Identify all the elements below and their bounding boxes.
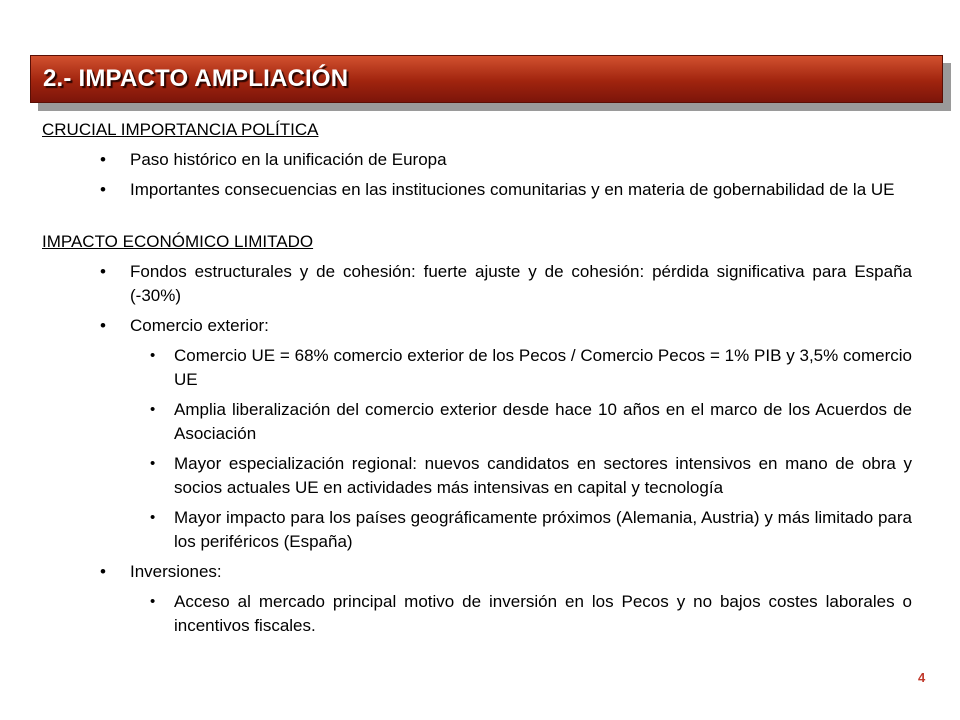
section-spacer (42, 208, 912, 230)
bullet-icon: • (100, 180, 106, 199)
sub-list-item-text: Comercio UE = 68% comercio exterior de los Pecos / Comercio Pecos = 1% PIB y 3,5% comercio UE (174, 346, 912, 389)
bullet-icon: • (150, 455, 156, 472)
list-item-text: Comercio exterior: (130, 316, 269, 335)
list-item-text: Importantes consecuencias en las instituciones comunitarias y en materia de gobernabilidad de la UE (130, 180, 895, 199)
slide-content (42, 118, 912, 644)
list-item (42, 148, 912, 172)
sub-list-item-text: Mayor impacto para los países geográficamente próximos (Alemania, Austria) y más limitado para los periféricos (España) (174, 508, 912, 551)
sub-list-item (42, 506, 912, 554)
sub-list-item-text: Mayor especialización regional: nuevos candidatos en sectores intensivos en mano de obra y socios actuales UE en actividades más intensivas en capital y tecnología (174, 454, 912, 497)
section-heading-political: CRUCIAL IMPORTANCIA POLÍTICA (42, 120, 319, 139)
bullet-icon: • (150, 401, 156, 418)
sub-list-item (42, 344, 912, 392)
bullet-icon: • (100, 316, 106, 335)
list-item (42, 178, 912, 202)
sub-list-item (42, 452, 912, 500)
slide-title: 2.- IMPACTO AMPLIACIÓN (43, 65, 349, 92)
bullet-icon: • (150, 593, 156, 610)
list-item (42, 260, 912, 308)
sub-list-item-text: Amplia liberalización del comercio exterior desde hace 10 años en el marco de los Acuerdos de Asociación (174, 400, 912, 443)
list-item (42, 560, 912, 584)
bullet-icon: • (100, 562, 106, 581)
political-list (42, 148, 912, 202)
list-item (42, 314, 912, 338)
page-number: 4 (918, 670, 926, 685)
sub-list-item (42, 398, 912, 446)
list-item-text: Paso histórico en la unificación de Europa (130, 150, 447, 169)
economic-list (42, 260, 912, 638)
bullet-icon: • (150, 347, 156, 364)
title-box (30, 55, 943, 103)
sub-list-item (42, 590, 912, 638)
sub-list-item-text: Acceso al mercado principal motivo de inversión en los Pecos y no bajos costes laborales o incentivos fiscales. (174, 592, 912, 635)
list-item-text: Fondos estructurales y de cohesión: fuerte ajuste y de cohesión: pérdida significativa para España (-30%) (130, 262, 912, 305)
list-item-text: Inversiones: (130, 562, 222, 581)
bullet-icon: • (100, 262, 106, 281)
slide-title-bar (30, 55, 943, 103)
bullet-icon: • (150, 509, 156, 526)
bullet-icon: • (100, 150, 106, 169)
section-heading-economic: IMPACTO ECONÓMICO LIMITADO (42, 232, 314, 251)
